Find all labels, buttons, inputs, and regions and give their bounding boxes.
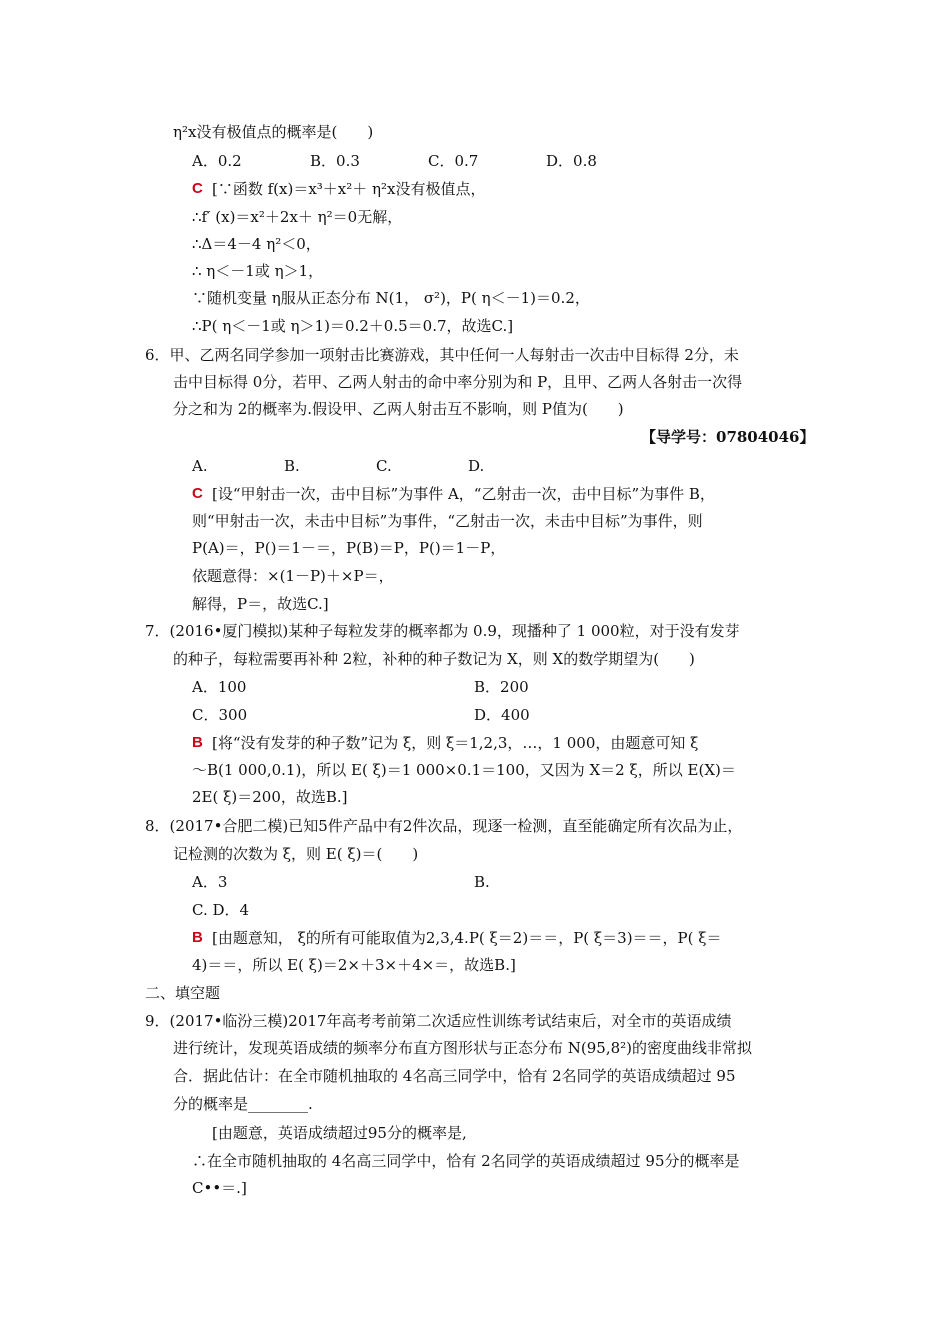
q7-option-c: C．300: [192, 706, 248, 724]
q6-option-a: A.: [192, 457, 208, 475]
q5-option-c: C．0.7: [428, 152, 479, 170]
q7-option-a: A．100: [192, 678, 247, 696]
q8-solution-line: [由题意知， ξ的所有可能取值为2,3,4.P( ξ＝2)＝＝，P( ξ＝3)＝＝，P( ξ＝: [212, 929, 722, 947]
q9-solution-line: [由题意，英语成绩超过95分的概率是,: [212, 1124, 467, 1142]
q9-stem-line: 进行统计，发现英语成绩的频率分布直方图形状与正态分布 N(95,8²)的密度曲线非常拟: [173, 1039, 753, 1057]
q9-stem-line: 9．(2017•临汾三模)2017年高考考前第二次适应性训练考试结束后，对全市的英语成绩: [145, 1012, 732, 1030]
q6-solution-line: 则“甲射击一次，未击中目标”为事件，“乙射击一次，未击中目标”为事件，则: [192, 512, 703, 530]
q7-option-d: D．400: [474, 706, 530, 724]
q8-stem-line: 记检测的次数为 ξ，则 E( ξ)＝( ): [173, 845, 419, 863]
q5-solution-line: [∵函数 f(x)＝x³＋x²＋ η²x没有极值点，: [212, 180, 486, 198]
q9-solution-line: ∴在全市随机抽取的 4名高三同学中，恰有 2名同学的英语成绩超过 95分的概率是: [192, 1152, 740, 1170]
q5-stem: η²x没有极值点的概率是( ): [173, 123, 374, 141]
q7-answer-letter: B: [192, 734, 203, 751]
q5-solution-line: ∴P( η＜－1或 η＞1)＝0.2＋0.5＝0.7，故选C.]: [192, 317, 514, 335]
q7-stem-line: 的种子，每粒需要再补种 2粒，补种的种子数记为 X，则 X的数学期望为( ): [173, 650, 695, 668]
q6-stem-line: 6．甲、乙两名同学参加一项射击比赛游戏，其中任何一人每射击一次击中目标得 2分，未: [145, 346, 739, 364]
q9-solution-line: C••＝.]: [192, 1179, 247, 1197]
q8-option-a: A．3: [192, 873, 228, 891]
q6-option-d: D.: [468, 457, 485, 475]
q6-solution-line: 依题意得：×(1－P)＋×P＝，: [192, 567, 394, 585]
q8-option-cd: C. D．4: [192, 901, 250, 919]
q5-solution-line: ∵随机变量 η服从正态分布 N(1， σ²)，P( η＜－1)＝0.2，: [192, 289, 590, 307]
q6-stem-line: 分之和为 2的概率为.假设甲、乙两人射击互不影响，则 P值为( ): [173, 400, 624, 418]
q6-option-b: B.: [284, 457, 300, 475]
q5-answer-letter: C: [192, 180, 203, 197]
q5-option-a: A．0.2: [192, 152, 242, 170]
q8-answer-letter: B: [192, 929, 203, 946]
q6-solution-line: [设“甲射击一次，击中目标”为事件 A，“乙射击一次，击中目标”为事件 B，: [212, 485, 715, 503]
q9-stem-line: 合．据此估计：在全市随机抽取的 4名高三同学中，恰有 2名同学的英语成绩超过 95: [173, 1067, 736, 1085]
q6-stem-line: 击中目标得 0分，若甲、乙两人射击的命中率分别为和 P，且甲、乙两人各射击一次得: [173, 373, 743, 391]
reference-number: 【导学号：07804046】: [641, 428, 815, 446]
q6-option-c: C.: [376, 457, 392, 475]
q7-solution-line: ～B(1 000,0.1)，所以 E( ξ)＝1 000×0.1＝100，又因为 X＝2 ξ，所以 E(X)＝: [192, 761, 736, 779]
section-heading: 二、填空题: [145, 984, 221, 1002]
q7-solution-line: [将“没有发芽的种子数”记为 ξ，则 ξ＝1,2,3，…，1 000，由题意可知 ξ: [212, 734, 699, 752]
q9-stem-line: 分的概率是________.: [173, 1095, 313, 1113]
q8-solution-line: 4)＝＝，所以 E( ξ)＝2×＋3×＋4×＝，故选B.]: [192, 956, 516, 974]
q5-solution-line: ∴Δ＝4－4 η²＜0，: [192, 235, 321, 253]
q5-option-b: B．0.3: [310, 152, 360, 170]
q7-solution-line: 2E( ξ)＝200，故选B.]: [192, 788, 348, 806]
q6-solution-line: P(A)＝，P()＝1－＝，P(B)＝P，P()＝1－P，: [192, 539, 506, 557]
q7-option-b: B．200: [474, 678, 529, 696]
q8-option-b: B.: [474, 873, 490, 891]
q6-solution-line: 解得，P＝，故选C.]: [192, 595, 329, 613]
q5-solution-line: ∴f′ (x)＝x²＋2x＋ η²＝0无解，: [192, 208, 403, 226]
q5-option-d: D．0.8: [546, 152, 597, 170]
q8-stem-line: 8．(2017•合肥二模)已知5件产品中有2件次品，现逐一检测，直至能确定所有次品为止，: [145, 817, 743, 835]
q5-solution-line: ∴ η＜－1或 η＞1，: [192, 262, 324, 280]
q6-answer-letter: C: [192, 485, 203, 502]
q7-stem-line: 7．(2016•厦门模拟)某种子每粒发芽的概率都为 0.9，现播种了 1 000粒，对于没有发芽: [145, 622, 740, 640]
